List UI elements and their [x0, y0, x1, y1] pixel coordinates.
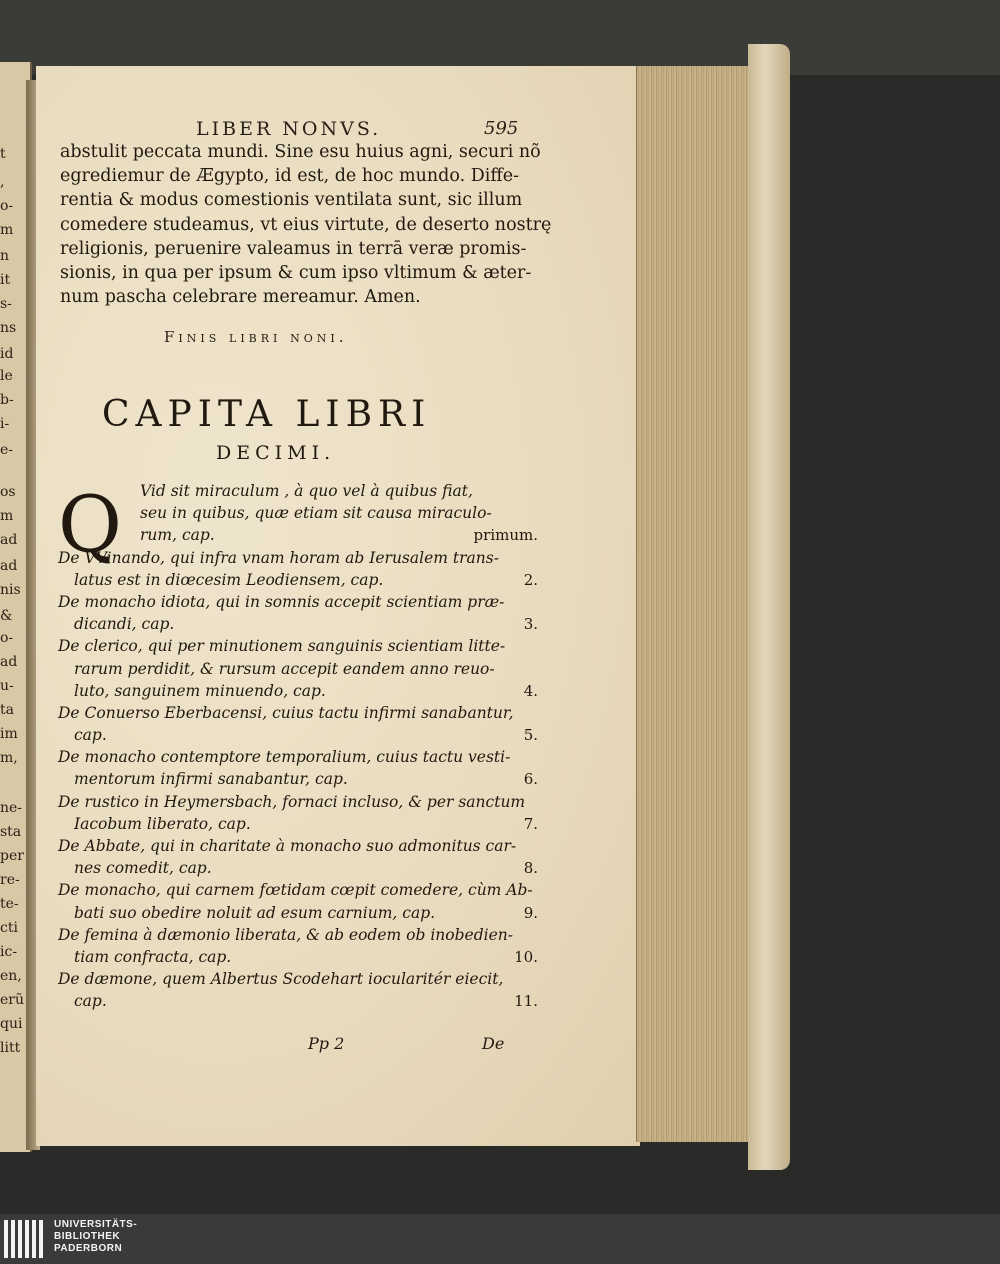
toc-entry-line: dicandi, cap. [74, 615, 175, 634]
toc-entry [58, 702, 538, 746]
toc-entry-line: De monacho contemptore temporalium, cuius tactu vesti- [58, 748, 511, 767]
running-head: LIBER NONVS. [196, 118, 382, 140]
toc-entry-number: 6. [523, 770, 538, 789]
toc-entry-line: mentorum infirmi sanabantur, cap. [74, 770, 348, 789]
body-line: abstulit peccata mundi. Sine esu huius agni, securi nõ [60, 142, 541, 162]
left-page-fragment: cti [0, 920, 18, 936]
toc-entry-number: 9. [523, 903, 538, 922]
chapter-list-subtitle: DECIMI. [216, 442, 336, 464]
toc-entry-line: rum, cap. [140, 526, 215, 545]
toc-entry-line: De clerico, qui per minutionem sanguinis scientiam litte- [58, 637, 506, 656]
left-page-fragment: n [0, 248, 10, 264]
toc-entry-line: cap. [74, 992, 107, 1011]
library-logo-text [54, 1219, 137, 1255]
left-page-fragment: ic- [0, 944, 18, 960]
left-page-fragment: nis [0, 582, 21, 598]
table-of-contents [58, 480, 538, 1013]
left-page-fragment: b- [0, 392, 14, 408]
left-page-fragment: e- [0, 442, 14, 458]
logo-line: BIBLIOTHEK [54, 1231, 121, 1242]
left-page-fragment: ad [0, 654, 18, 670]
left-page-fragment: s- [0, 296, 12, 312]
body-text [60, 140, 552, 309]
left-page-fragment: m [0, 508, 14, 524]
toc-entry-line: De monacho, qui carnem fœtidam cœpit comedere, cùm Ab- [58, 881, 533, 900]
toc-entry-line: bati suo obedire noluit ad esum carnium, cap. [74, 903, 436, 922]
left-page-fragment: , [0, 174, 5, 190]
left-page-fragment: te- [0, 896, 19, 912]
left-page-fragment: it [0, 272, 11, 288]
chapter-list-title: CAPITA LIBRI [102, 394, 432, 435]
left-page-fragment: litt [0, 1040, 21, 1056]
toc-entry-line: Vid sit miraculum , à quo vel à quibus fiat, [140, 482, 473, 500]
left-page-fragment: ad [0, 532, 18, 548]
left-page-fragment: o- [0, 630, 14, 646]
toc-entry [58, 835, 538, 879]
scan-background [0, 0, 1000, 75]
left-page-fragment: per [0, 848, 24, 864]
toc-entry-line: seu in quibus, quæ etiam sit causa miraculo- [140, 504, 492, 523]
body-line: comedere studeamus, vt eius virtute, de deserto nostrę [60, 214, 552, 235]
toc-entry-line: luto, sanguinem minuendo, cap. [74, 681, 326, 700]
library-logo-icon [4, 1220, 46, 1258]
toc-entry-line: De rustico in Heymersbach, fornaci incluso, & per sanctum [58, 792, 526, 811]
toc-entry-line: De VVinando, qui infra vnam horam ab Ierusalem trans- [58, 548, 499, 567]
left-page-fragment: qui [0, 1016, 23, 1032]
toc-entry-line: latus est in diœcesim Leodiensem, cap. [74, 570, 384, 589]
toc-entry-line: De Abbate, qui in charitate à monacho suo admonitus car- [58, 837, 517, 855]
left-page-fragment: erũ [0, 992, 24, 1008]
left-page-fragment: & [0, 608, 13, 624]
toc-entry-number: 4. [523, 681, 538, 700]
left-page-fragment: m [0, 222, 14, 238]
logo-line: PADERBORN [54, 1243, 123, 1254]
footer-bar [0, 1214, 1000, 1264]
left-page-fragment: i- [0, 416, 10, 432]
toc-entry-number: 2. [523, 570, 538, 589]
body-line: religionis, peruenire valeamus in terrā veræ promis- [60, 238, 527, 259]
toc-entry-line: De monacho idiota, qui in somnis accepit scientiam præ- [58, 592, 505, 611]
toc-entry [58, 924, 538, 968]
toc-entry [58, 879, 538, 923]
body-line: sionis, in qua per ipsum & cum ipso vltimum & æter- [60, 263, 532, 284]
left-page-fragment: sta [0, 824, 22, 840]
catchword: De [482, 1034, 505, 1053]
drop-cap: Q [58, 480, 122, 570]
left-page-fragment: le [0, 368, 13, 384]
toc-entry-line: rarum perdidit, & rursum accepit eandem anno reuo- [74, 659, 495, 678]
left-page-fragment: id [0, 346, 14, 362]
left-page-fragment: t [0, 146, 6, 162]
toc-entry-number: 5. [523, 726, 538, 745]
toc-entry-line: cap. [74, 726, 107, 745]
finis-line: Finis libri noni. [164, 328, 348, 346]
toc-entry-line: tiam confracta, cap. [74, 947, 232, 966]
left-page-fragment: ne- [0, 800, 23, 816]
logo-line: UNIVERSITÄTS- [54, 1219, 138, 1230]
signature-mark: Pp 2 [308, 1034, 345, 1053]
toc-entry [58, 791, 538, 835]
toc-entry-line: De femina à dæmonio liberata, & ab eodem ob inobedien- [58, 925, 513, 944]
toc-entry [58, 591, 538, 635]
left-page-fragment: ad [0, 558, 18, 574]
toc-entry [58, 968, 538, 1012]
toc-entry-number: 7. [523, 814, 538, 833]
left-page-fragment: im [0, 726, 18, 742]
toc-entry-line: Iacobum liberato, cap. [74, 814, 251, 833]
body-line: egrediemur de Ægypto, id est, de hoc mundo. Diffe- [60, 166, 520, 187]
toc-entry-number: 11. [514, 992, 538, 1011]
page-number: 595 [484, 118, 519, 139]
toc-entry [58, 746, 538, 790]
left-page-fragment: en, [0, 968, 22, 984]
toc-entry-number: 3. [523, 615, 538, 634]
left-page-fragment: m, [0, 750, 18, 766]
toc-entry [58, 480, 538, 547]
left-page-fragment: ns [0, 320, 17, 336]
page-edges [636, 66, 749, 1142]
toc-entry-number: primum. [473, 526, 538, 545]
body-line: num pascha celebrare mereamur. Amen. [60, 287, 421, 308]
toc-entry [58, 547, 538, 591]
body-line: rentia & modus comestionis ventilata sunt, sic illum [60, 190, 523, 211]
left-page-fragment: u- [0, 678, 14, 694]
toc-entry-line: De dæmone, quem Albertus Scodehart iocularitér eiecit, [58, 970, 504, 989]
left-page-fragment: ta [0, 702, 14, 718]
left-page-fragment: o- [0, 198, 14, 214]
left-page-fragment: re- [0, 872, 20, 888]
toc-entry-line: De Conuerso Eberbacensi, cuius tactu infirmi sanabantur, [58, 703, 514, 722]
toc-entry [58, 635, 538, 702]
toc-entry-line: nes comedit, cap. [74, 859, 212, 878]
book-cover [748, 44, 790, 1170]
toc-entry-number: 10. [514, 947, 538, 966]
right-page [36, 66, 640, 1146]
toc-entry-number: 8. [523, 859, 538, 878]
left-page-fragment: os [0, 484, 16, 500]
